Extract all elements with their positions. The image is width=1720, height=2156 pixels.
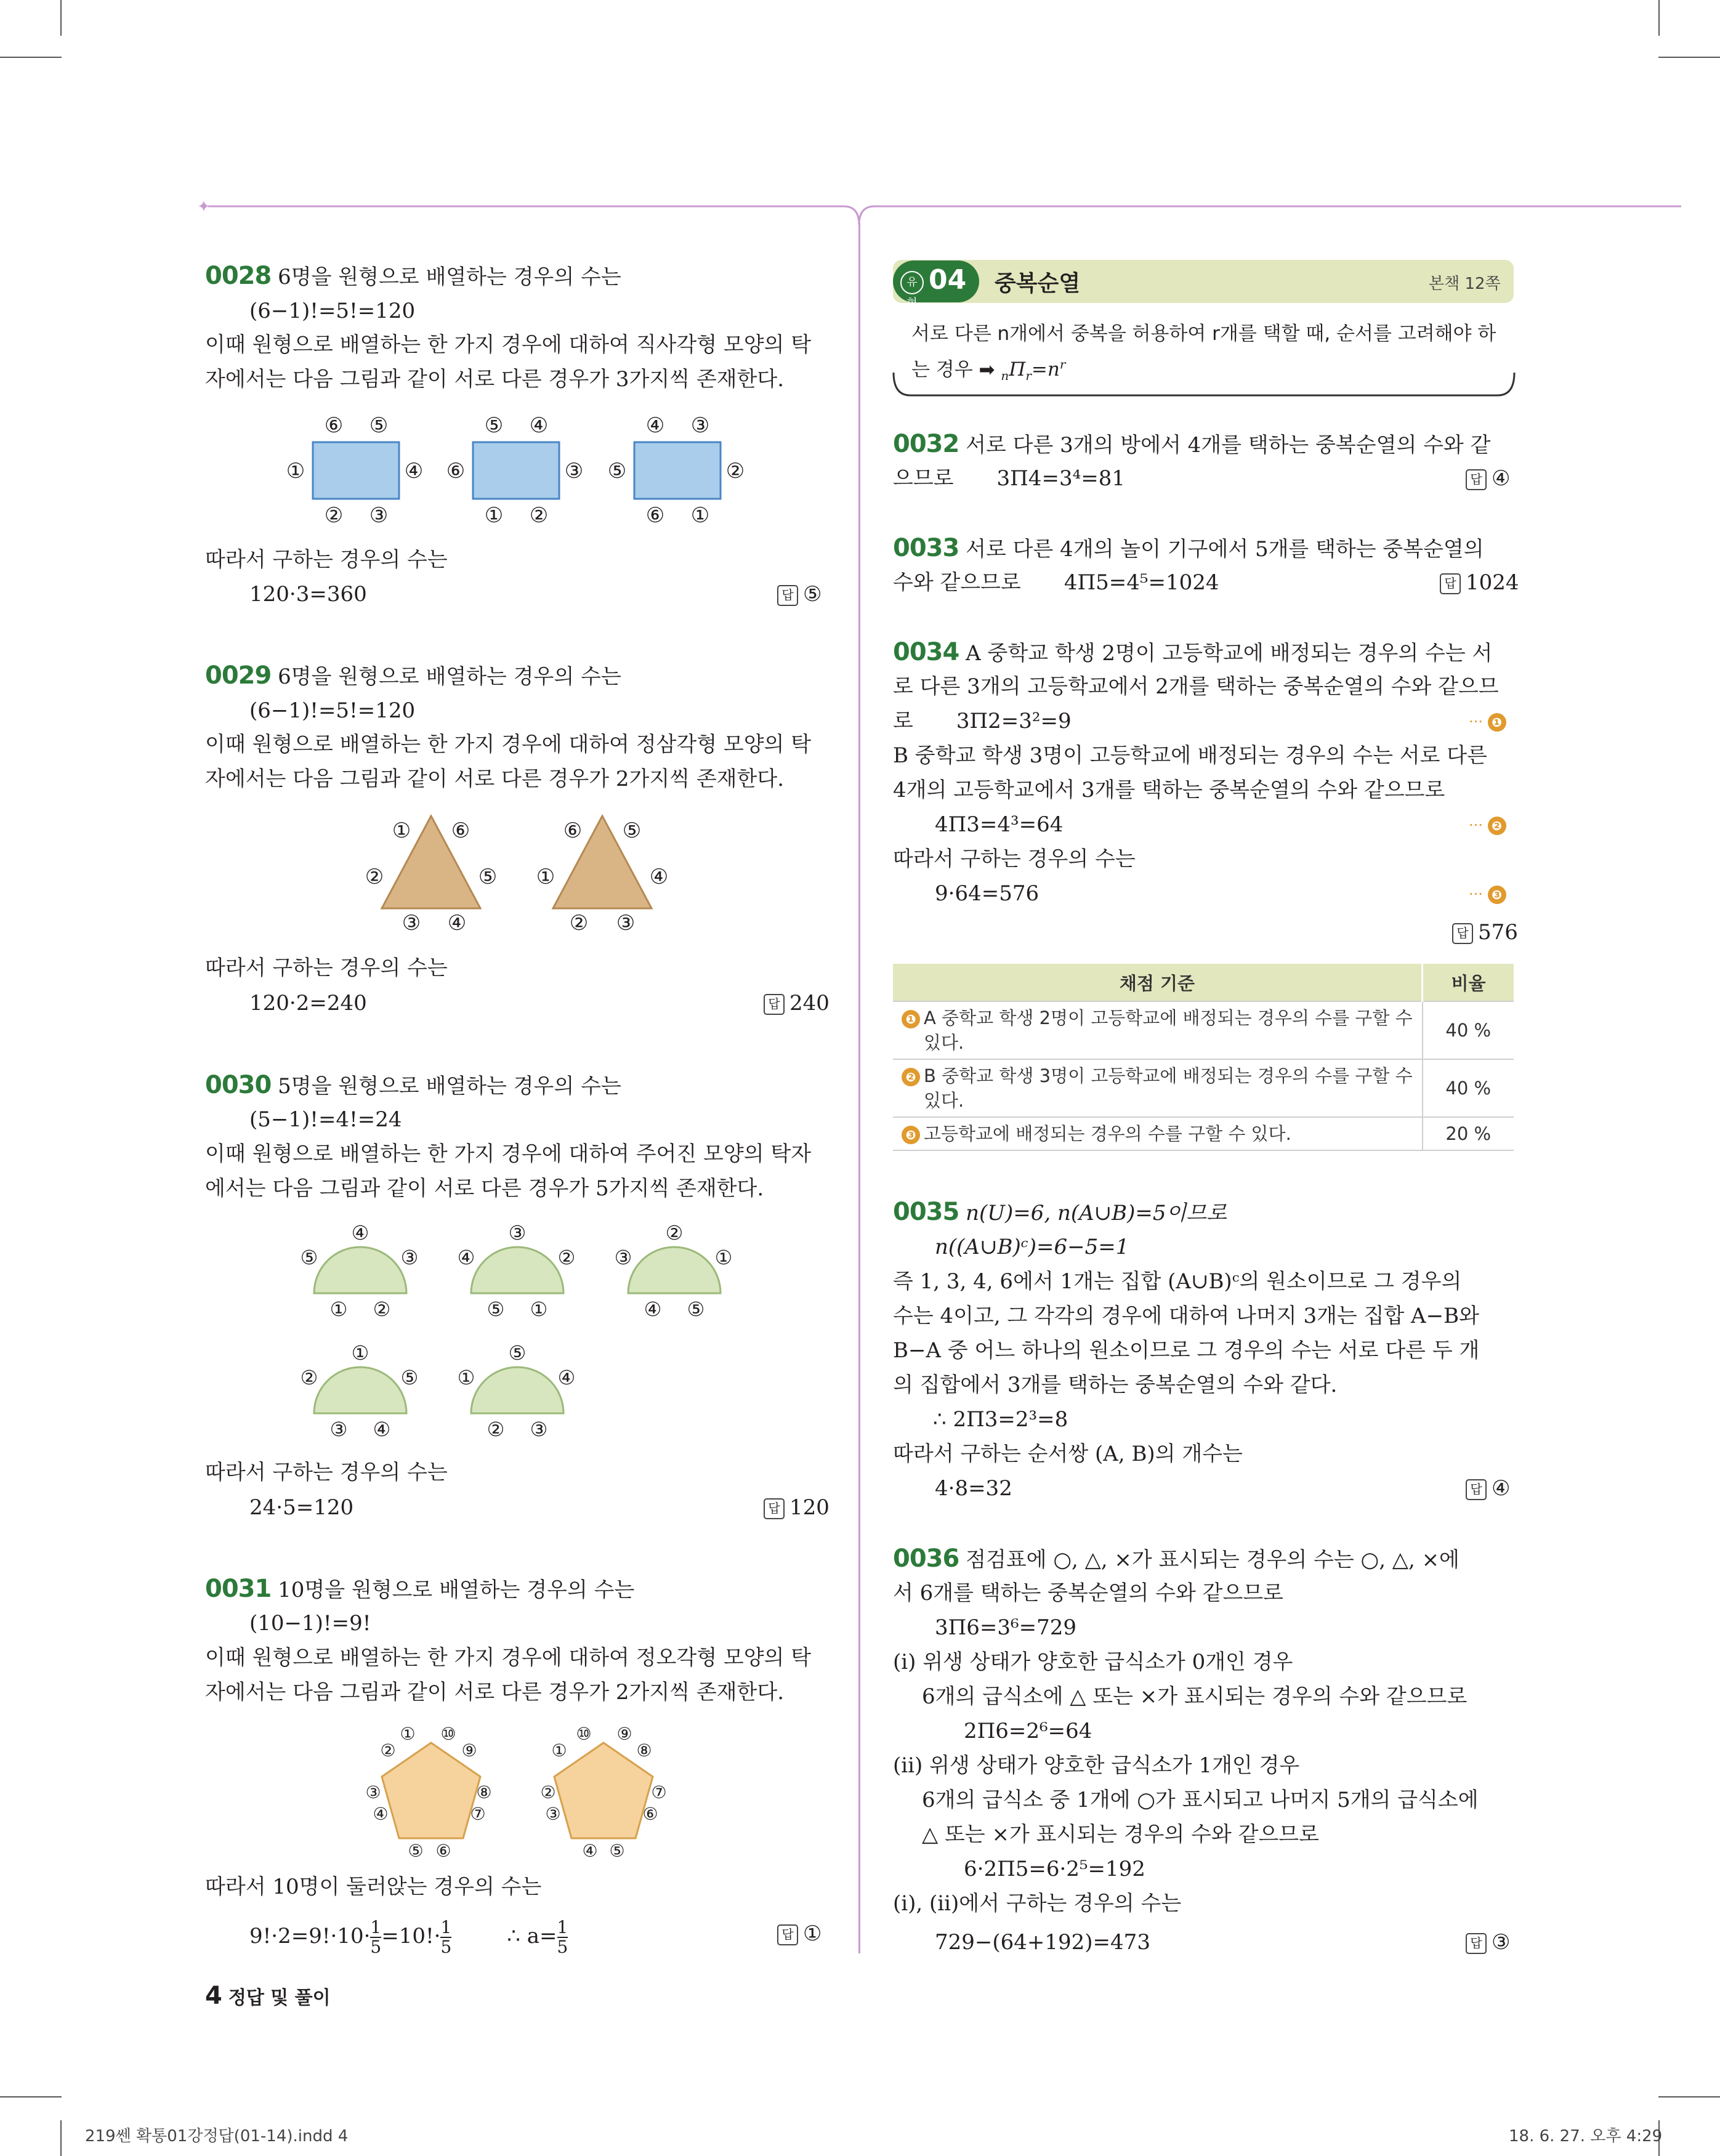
seat-label: ②	[487, 1418, 505, 1441]
seat-label: ③	[402, 911, 421, 935]
seat-label: ⑨	[461, 1740, 477, 1761]
answer-0032: 답 ④	[1466, 464, 1510, 493]
seat-label: ⑥	[435, 1841, 451, 1861]
seat-label: ②	[373, 1298, 391, 1321]
problem-0036-line2: 서 6개를 택하는 중복순열의 수와 같으므로	[893, 1581, 1284, 1605]
criteria-row: ❸ 고등학교에 배정되는 경우의 수를 구할 수 있다.	[893, 1117, 1423, 1150]
problem-0034-line1: 0034 A 중학교 학생 2명이 고등학교에 배정되는 경우의 수는 서	[893, 638, 1493, 666]
problem-0034-line6: 4Π3=4³=64	[935, 812, 1064, 837]
seat-label: ①	[400, 1724, 416, 1744]
footer-filename: 219쎈 확통01강정답(01-14).indd 4	[85, 2127, 349, 2146]
seat-label: ②	[380, 1740, 396, 1761]
seat-label: ⑤	[609, 1841, 625, 1861]
crop-mark	[1658, 2096, 1720, 2097]
step-marker-1: ··· ❶	[1469, 713, 1510, 732]
problem-0029-line1: 0029 6명을 원형으로 배열하는 경우의 수는	[205, 661, 621, 690]
seat-label: ①	[329, 1298, 348, 1321]
problem-0033-line2: 수와 같으므로 4Π5=4⁵=1024	[893, 570, 1219, 595]
problem-0036-line4: (i) 위생 상태가 양호한 급식소가 0개인 경우	[893, 1650, 1293, 1674]
problem-0036-line6: 2Π6=2⁶=64	[964, 1719, 1092, 1743]
problem-0036-line11: (i), (ii)에서 구하는 경우의 수는	[893, 1891, 1182, 1916]
crop-mark	[60, 2120, 62, 2156]
seat-label: ④	[557, 1366, 576, 1389]
answer-0034: 답 576	[1452, 918, 1518, 947]
problem-0034-line5: 4개의 고등학교에서 3개를 택하는 중복순열의 수와 같으므로	[893, 778, 1445, 802]
problem-0036-line7: (ii) 위생 상태가 양호한 급식소가 1개인 경우	[893, 1753, 1300, 1778]
type-header-bar	[893, 260, 1514, 303]
column-divider	[858, 223, 860, 1953]
svg-text:✦: ✦	[197, 198, 211, 216]
seat-label: ⑤	[487, 1298, 505, 1321]
step-marker-2: ··· ❷	[1469, 817, 1510, 835]
seat-label: ④	[457, 1246, 475, 1269]
problem-0028-line1: 0028 6명을 원형으로 배열하는 경우의 수는	[205, 262, 621, 290]
seat-label: ⑤	[687, 1298, 705, 1321]
seat-label: ③	[508, 1221, 527, 1245]
problem-0031-line4: 자에서는 다음 그림과 같이 서로 다른 경우가 2가지씩 존재한다.	[205, 1680, 784, 1705]
problem-0035-line5: B−A 중 어느 하나의 원소이므로 그 경우의 수는 서로 다른 두 개	[893, 1338, 1480, 1363]
ratio-header: 비율	[1423, 964, 1514, 1001]
seat-label: ③	[530, 1418, 548, 1441]
problem-0036-line9: △ 또는 ×가 표시되는 경우의 수와 같으므로	[922, 1822, 1319, 1847]
seat-label: ③	[614, 1246, 632, 1269]
seat-label: ①	[286, 459, 305, 483]
problem-0028-line5: 따라서 구하는 경우의 수는	[205, 547, 448, 572]
seat-label: ①	[690, 503, 710, 528]
type-reference: 본책 12쪽	[1429, 275, 1501, 293]
problem-0035-line9: 4·8=32	[935, 1476, 1012, 1501]
seat-label: ⑥	[451, 818, 470, 843]
problem-0032-line2: 으므로 3Π4=3⁴=81	[893, 466, 1125, 491]
seat-label: ④	[529, 413, 549, 438]
column-divider-top	[197, 197, 1687, 234]
seat-label: ①	[714, 1246, 733, 1269]
problem-0035-line8: 따라서 구하는 순서쌍 (A, B)의 개수는	[893, 1442, 1243, 1466]
criteria-ratio: 40 %	[1423, 1001, 1514, 1059]
semicircle-table-figure	[289, 1216, 757, 1444]
problem-0036-line10: 6·2Π5=6·2⁵=192	[964, 1857, 1145, 1881]
seat-label: ⑤	[408, 1841, 424, 1861]
seat-label: ①	[530, 1298, 548, 1321]
description-bracket	[892, 369, 1516, 400]
seat-label: ②	[725, 459, 745, 483]
seat-label: ③	[329, 1418, 348, 1441]
fraction: $\frac{1}{5}$	[370, 1917, 382, 1957]
problem-0029-line3: 이때 원형으로 배열하는 한 가지 경우에 대하여 정삼각형 모양의 탁	[205, 732, 812, 757]
problem-0028-line4: 자에서는 다음 그림과 같이 서로 다른 경우가 3가지씩 존재한다.	[205, 367, 784, 392]
seat-label: ③	[690, 413, 710, 438]
seat-label: ⑩	[440, 1724, 456, 1744]
seat-label: ②	[324, 503, 344, 528]
seat-label: ⑨	[616, 1724, 632, 1744]
seat-label: ①	[392, 818, 411, 843]
crop-mark	[1658, 0, 1660, 36]
criteria-row: ❷ B 중학교 학생 3명이 고등학교에 배정되는 경우의 수를 구할 수 있다.	[893, 1059, 1423, 1117]
seat-label: ②	[569, 911, 589, 935]
seat-label: ⑦	[651, 1782, 667, 1803]
footer-timestamp: 18. 6. 27. 오후 4:29	[1509, 2127, 1663, 2146]
problem-0030-line5: 따라서 구하는 경우의 수는	[205, 1460, 448, 1485]
seat-label: ③	[564, 459, 584, 483]
answer-0030: 답 120	[764, 1493, 830, 1522]
seat-label: ⑧	[636, 1740, 652, 1761]
problem-0035-line7: ∴ 2Π3=2³=8	[933, 1407, 1068, 1432]
problem-0029-line2: (6−1)!=5!=120	[249, 698, 416, 723]
grading-criteria-table	[893, 964, 1514, 1151]
problem-0031-final: 9!·2=9!·10· $\frac{1}{5}$ =10!· $\frac{1}{5}$ ∴ a= $\frac{1}{5}$	[249, 1917, 568, 1957]
problem-0030-line4: 에서는 다음 그림과 같이 서로 다른 경우가 5가지씩 존재한다.	[205, 1176, 764, 1201]
problem-0034-line2: 로 다른 3개의 고등학교에서 2개를 택하는 중복순열의 수와 같으므	[893, 674, 1499, 699]
problem-0029-line5: 따라서 구하는 경우의 수는	[205, 956, 448, 980]
seat-label: ①	[551, 1740, 567, 1761]
seat-label: ⑦	[470, 1804, 486, 1824]
seat-label: ④	[644, 1298, 662, 1321]
criteria-row: ❶ A 중학교 학생 2명이 고등학교에 배정되는 경우의 수를 구할 수 있다.	[893, 1001, 1423, 1059]
crop-mark	[1658, 57, 1720, 58]
seat-label: ②	[557, 1246, 576, 1269]
seat-label: ②	[529, 503, 549, 528]
problem-0033-line1: 0033 서로 다른 4개의 놀이 기구에서 5개를 택하는 중복순열의	[893, 534, 1484, 562]
seat-label: ③	[616, 911, 636, 935]
problem-0035-line4: 수는 4이고, 그 각각의 경우에 대하여 나머지 3개는 집합 A−B와	[893, 1304, 1479, 1328]
seat-label: ①	[484, 503, 504, 528]
seat-label: ⑥	[645, 503, 665, 528]
fraction: $\frac{1}{5}$	[557, 1917, 568, 1957]
seat-label: ①	[351, 1341, 369, 1365]
problem-0029-line6: 120·2=240	[249, 991, 367, 1015]
seat-label: ④	[373, 1418, 391, 1441]
seat-label: ①	[536, 865, 555, 889]
crop-mark	[0, 57, 62, 58]
seat-label: ④	[404, 459, 424, 483]
type-badge: 유형 04	[893, 260, 979, 302]
problem-0028-line3: 이때 원형으로 배열하는 한 가지 경우에 대하여 직사각형 모양의 탁	[205, 333, 812, 357]
seat-label: ⑤	[300, 1246, 318, 1269]
problem-0034-line4: B 중학교 학생 3명이 고등학교에 배정되는 경우의 수는 서로 다른	[893, 743, 1487, 768]
seat-label: ⑥	[642, 1804, 658, 1824]
problem-0031-line2: (10−1)!=9!	[249, 1611, 371, 1636]
problem-0031-line1: 0031 10명을 원형으로 배열하는 경우의 수는	[205, 1575, 635, 1603]
seat-label: ④	[582, 1841, 598, 1861]
seat-label: ④	[447, 911, 467, 935]
type-description: 서로 다른 n개에서 중복을 허용하여 r개를 택할 때, 순서를 고려해야 하 는 경우 ➡ $_n\Pi_r=n^r$	[911, 323, 1496, 384]
seat-label: ⑥	[324, 413, 344, 438]
step-marker-3: ··· ❸	[1469, 886, 1510, 904]
problem-0031-line3: 이때 원형으로 배열하는 한 가지 경우에 대하여 정오각형 모양의 탁	[205, 1645, 812, 1670]
answer-0028: 답 ⑤	[777, 579, 822, 609]
problem-0035-line6: 의 집합에서 3개를 택하는 중복순열의 수와 같다.	[893, 1373, 1338, 1397]
problem-0036-line8: 6개의 급식소 중 1개에 ○가 표시되고 나머지 5개의 급식소에	[922, 1788, 1479, 1812]
problem-0034-line8: 9·64=576	[935, 881, 1040, 906]
criteria-ratio: 20 %	[1423, 1117, 1514, 1150]
seat-label: ③	[369, 503, 389, 528]
crop-mark	[60, 0, 62, 36]
fraction: $\frac{1}{5}$	[440, 1917, 452, 1957]
problem-0032-line1: 0032 서로 다른 3개의 방에서 4개를 택하는 중복순열의 수와 같	[893, 430, 1491, 458]
answer-0031: 답 ①	[777, 1919, 822, 1948]
problem-0030-line2: (5−1)!=4!=24	[249, 1107, 402, 1132]
type-title: 중복순열	[995, 271, 1081, 296]
seat-label: ⑤	[478, 865, 498, 889]
seat-label: ⑤	[607, 459, 627, 483]
seat-label: ②	[365, 865, 384, 889]
seat-label: ③	[400, 1246, 419, 1269]
problem-0030-line1: 0030 5명을 원형으로 배열하는 경우의 수는	[205, 1071, 621, 1099]
answer-0035: 답 ④	[1466, 1474, 1510, 1503]
seat-label: ①	[457, 1366, 475, 1389]
seat-label: ⑧	[476, 1782, 492, 1803]
problem-0028-line6: 120·3=360	[249, 582, 367, 607]
seat-label: ②	[665, 1221, 684, 1245]
problem-0031-line5: 따라서 10명이 둘러앉는 경우의 수는	[205, 1875, 542, 1899]
pentagon-table-figure	[357, 1718, 690, 1866]
seat-label: ②	[300, 1366, 318, 1389]
problem-0028-line2: (6−1)!=5!=120	[249, 299, 416, 323]
triangle-table-figure	[357, 810, 677, 939]
problem-0030-line6: 24·5=120	[249, 1495, 354, 1520]
answer-0029: 답 240	[764, 988, 830, 1018]
problem-0035-line2: n((A∪B)ᶜ)=6−5=1	[935, 1235, 1129, 1259]
page-number: 4 정답 및 풀이	[205, 1982, 331, 2010]
seat-label: ⑥	[563, 818, 583, 843]
seat-label: ⑤	[484, 413, 504, 438]
problem-0034-line7: 따라서 구하는 경우의 수는	[893, 847, 1136, 871]
seat-label: ④	[351, 1221, 369, 1245]
problem-0036-line12: 729−(64+192)=473	[935, 1930, 1150, 1955]
seat-label: ⑤	[369, 413, 389, 438]
criteria-header: 채점 기준	[893, 964, 1423, 1001]
problem-0029-line4: 자에서는 다음 그림과 같이 서로 다른 경우가 2가지씩 존재한다.	[205, 767, 784, 791]
problem-0035-line3: 즉 1, 3, 4, 6에서 1개는 집합 (A∪B)ᶜ의 원소이므로 그 경우의	[893, 1269, 1462, 1294]
answer-0033: 답 1024	[1440, 568, 1519, 597]
problem-0036-line1: 0036 점검표에 ○, △, ×가 표시되는 경우의 수는 ○, △, ×에	[893, 1544, 1460, 1573]
problem-0036-line5: 6개의 급식소에 △ 또는 ×가 표시되는 경우의 수와 같으므로	[922, 1684, 1468, 1709]
problem-0034-line3: 로 3Π2=3²=9	[893, 709, 1072, 733]
crop-mark	[0, 2096, 62, 2097]
seat-label: ⑥	[446, 459, 466, 483]
seat-label: ⑤	[622, 818, 642, 843]
seat-label: ③	[545, 1804, 561, 1824]
seat-label: ②	[540, 1782, 556, 1803]
seat-label: ⑩	[576, 1724, 592, 1744]
problem-0035-line1: 0035 n(U)=6, n(A∪B)=5이므로	[893, 1198, 1227, 1226]
seat-label: ④	[649, 865, 669, 889]
seat-label: ⑤	[400, 1366, 419, 1389]
criteria-ratio: 40 %	[1423, 1059, 1514, 1117]
seat-label: ⑤	[508, 1341, 527, 1365]
seat-label: ④	[645, 413, 665, 438]
seat-label: ④	[373, 1804, 389, 1824]
problem-0036-line3: 3Π6=3⁶=729	[935, 1615, 1077, 1640]
rectangle-table-figure	[277, 406, 770, 536]
answer-0036: 답 ③	[1466, 1928, 1510, 1957]
seat-label: ③	[365, 1782, 381, 1803]
problem-0030-line3: 이때 원형으로 배열하는 한 가지 경우에 대하여 주어진 모양의 탁자	[205, 1142, 812, 1166]
